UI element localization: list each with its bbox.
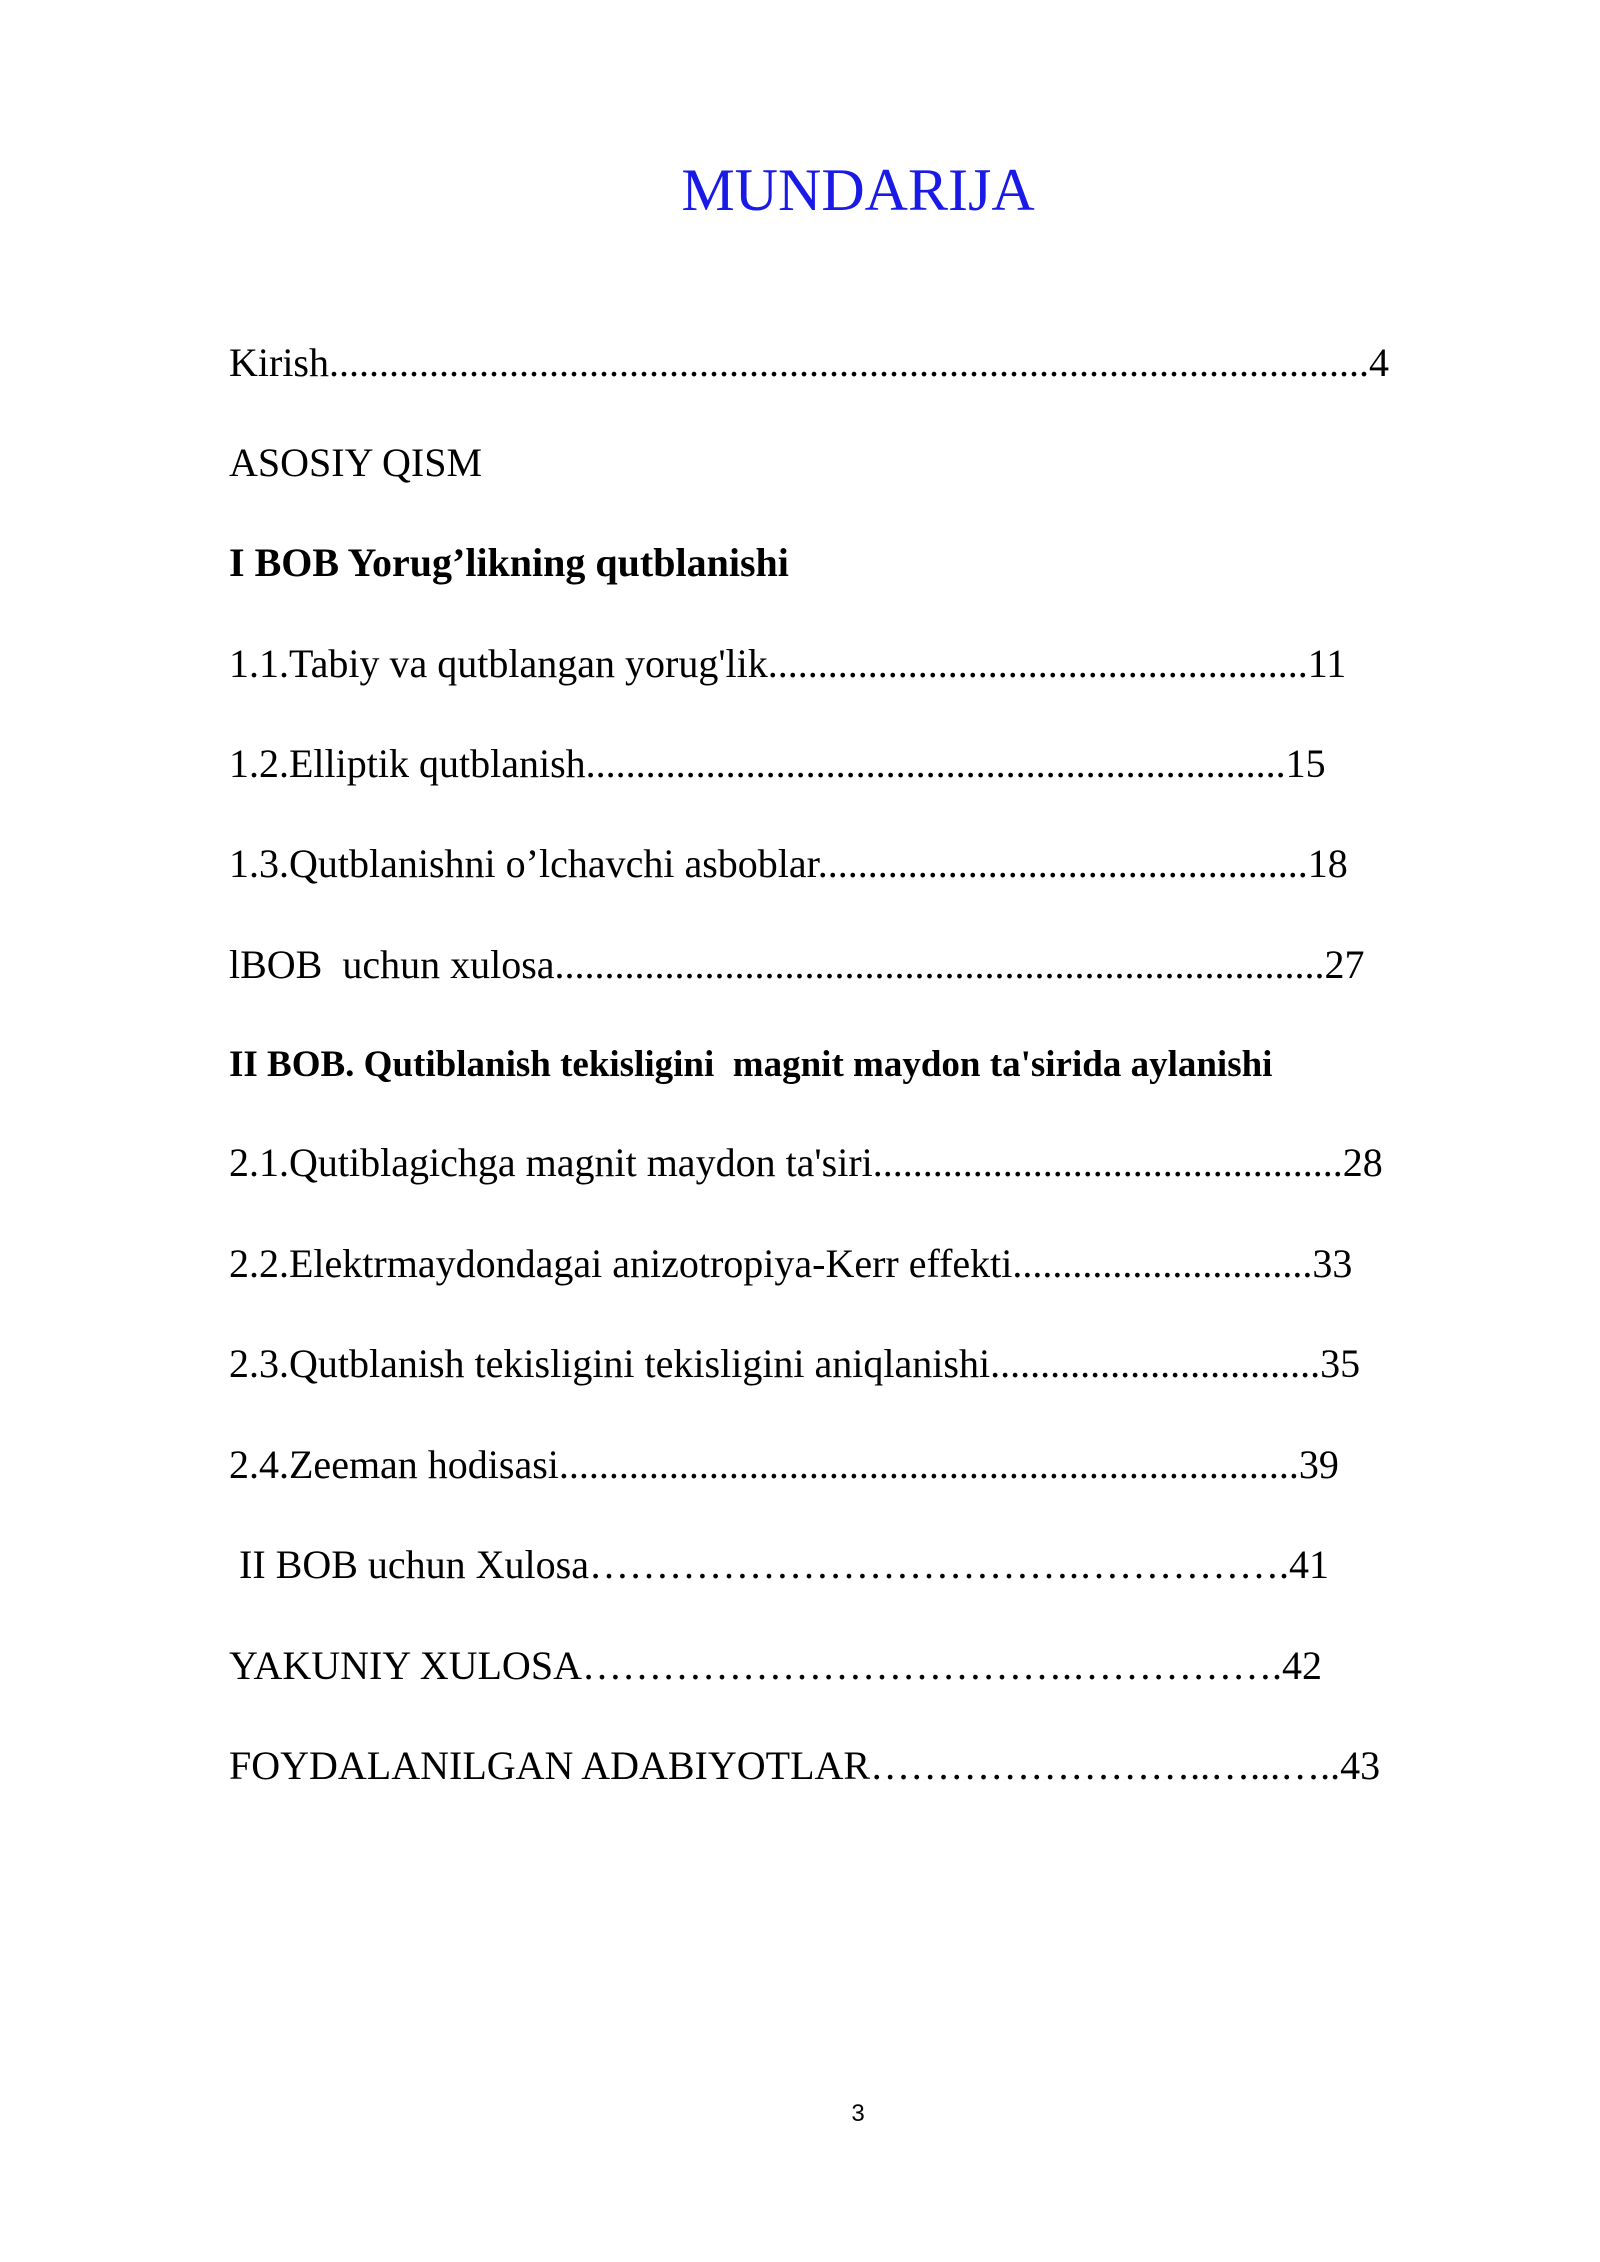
toc-entry-1-2: 1.2.Elliptik qutblanish......................................................................15 bbox=[229, 741, 1326, 786]
toc-entry-2-4: 2.4.Zeeman hodisasi..........................................................................39 bbox=[229, 1442, 1339, 1487]
document-title: MUNDARIJA bbox=[681, 157, 1035, 223]
toc-entry-2-1: 2.1.Qutiblagichga magnit maydon ta'siri...............................................28 bbox=[229, 1140, 1383, 1185]
toc-chapter-2-heading: II BOB. Qutiblanish tekisligini magnit maydon ta'sirida aylanishi bbox=[229, 1044, 1273, 1085]
toc-entry-1-3: 1.3.Qutblanishni o’lchavchi asboblar.................................................18 bbox=[229, 841, 1348, 886]
toc-entry-kirish: Kirish........................................................................................................4 bbox=[229, 340, 1389, 385]
toc-entry-2-2: 2.2.Elektrmaydondagai anizotropiya-Kerr effekti..............................33 bbox=[229, 1241, 1353, 1286]
toc-chapter-1-heading: I BOB Yorug’likning qutblanishi bbox=[229, 540, 789, 585]
toc-entry-chapter-1-summary: lBOB uchun xulosa.............................................................................27 bbox=[229, 942, 1365, 987]
toc-entry-final-conclusion: YAKUNIY XULOSA……………………………….…………….42 bbox=[229, 1643, 1322, 1688]
toc-entry-references: FOYDALANILGAN ADABIYOTLAR……………………..…...…..43 bbox=[229, 1743, 1381, 1788]
page-number: 3 bbox=[851, 2100, 865, 2127]
toc-entry-1-1: 1.1.Tabiy va qutblangan yorug'lik......................................................11 bbox=[229, 641, 1347, 686]
toc-entry-2-3: 2.3.Qutblanish tekisligini tekisligini aniqlanishi.................................35 bbox=[229, 1341, 1361, 1386]
toc-entry-chapter-2-summary: II BOB uchun Xulosa……………………………….…………….41 bbox=[229, 1542, 1329, 1587]
toc-section-asosiy-qism: ASOSIY QISM bbox=[229, 440, 483, 485]
